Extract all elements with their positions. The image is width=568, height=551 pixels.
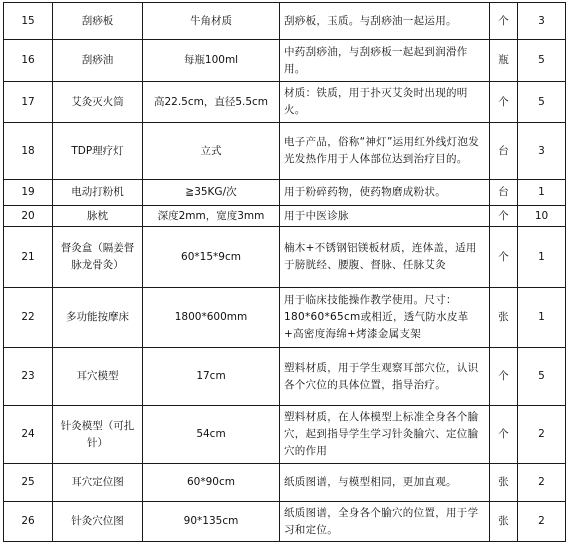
item-unit: 个 <box>490 3 518 40</box>
item-number: 18 <box>4 123 53 180</box>
item-unit: 台 <box>490 123 518 180</box>
table-row <box>4 502 566 542</box>
item-quantity: 2 <box>518 502 566 542</box>
item-spec: 60*90cm <box>143 464 280 502</box>
item-name: 电动打粉机 <box>53 180 143 206</box>
item-number: 25 <box>4 464 53 502</box>
item-spec: 立式 <box>143 123 280 180</box>
item-quantity: 1 <box>518 288 566 348</box>
item-name: 刮痧油 <box>53 40 143 82</box>
item-spec: 高22.5cm，直径5.5cm <box>143 82 280 123</box>
item-spec: 54cm <box>143 406 280 464</box>
item-unit: 张 <box>490 288 518 348</box>
table-row <box>4 206 566 227</box>
item-quantity: 2 <box>518 406 566 464</box>
item-description: 塑料材质，在人体模型上标准全身各个腧穴，起到指导学生学习针灸腧穴、定位腧穴的作用 <box>280 406 490 464</box>
item-number: 19 <box>4 180 53 206</box>
table-row <box>4 180 566 206</box>
item-unit: 台 <box>490 180 518 206</box>
item-name: 督灸盒（隔姜督脉龙骨灸） <box>53 227 143 288</box>
item-quantity: 2 <box>518 464 566 502</box>
table-row <box>4 40 566 82</box>
item-number: 15 <box>4 3 53 40</box>
item-quantity: 1 <box>518 227 566 288</box>
item-number: 22 <box>4 288 53 348</box>
table-row <box>4 464 566 502</box>
item-spec: 17cm <box>143 348 280 406</box>
item-number: 16 <box>4 40 53 82</box>
item-name: 艾灸灭火筒 <box>53 82 143 123</box>
table-row <box>4 123 566 180</box>
item-name: TDP理疗灯 <box>53 123 143 180</box>
item-description: 电子产品，俗称“神灯”运用红外线灯泡发光发热作用于人体部位达到治疗目的。 <box>280 123 490 180</box>
item-spec: 1800*600mm <box>143 288 280 348</box>
item-quantity: 3 <box>518 123 566 180</box>
item-number: 26 <box>4 502 53 542</box>
item-description: 塑料材质，用于学生观察耳部穴位，认识各个穴位的具体位置，指导治疗。 <box>280 348 490 406</box>
item-spec: 60*15*9cm <box>143 227 280 288</box>
item-unit: 个 <box>490 206 518 227</box>
item-unit: 个 <box>490 227 518 288</box>
item-description: 用于粉碎药物，使药物磨成粉状。 <box>280 180 490 206</box>
item-description: 纸质图谱，与模型相同，更加直观。 <box>280 464 490 502</box>
item-unit: 张 <box>490 502 518 542</box>
item-quantity: 5 <box>518 348 566 406</box>
table-row <box>4 227 566 288</box>
item-number: 21 <box>4 227 53 288</box>
item-description: 用于中医诊脉 <box>280 206 490 227</box>
item-name: 刮痧板 <box>53 3 143 40</box>
table-row <box>4 288 566 348</box>
item-unit: 个 <box>490 348 518 406</box>
item-quantity: 1 <box>518 180 566 206</box>
item-description: 楠木+不锈钢铝镁板材质，连体盖，适用于膀胱经、腰腹、督脉、任脉艾灸 <box>280 227 490 288</box>
item-name: 多功能按摩床 <box>53 288 143 348</box>
item-name: 耳穴定位图 <box>53 464 143 502</box>
equipment-table <box>3 2 566 542</box>
item-spec: 90*135cm <box>143 502 280 542</box>
item-unit: 个 <box>490 82 518 123</box>
item-spec: 每瓶100ml <box>143 40 280 82</box>
item-description: 纸质图谱，全身各个腧穴的位置，用于学习和定位。 <box>280 502 490 542</box>
item-quantity: 5 <box>518 82 566 123</box>
item-quantity: 5 <box>518 40 566 82</box>
item-spec: 深度2mm，宽度3mm <box>143 206 280 227</box>
item-name: 针灸穴位图 <box>53 502 143 542</box>
item-description: 中药刮痧油，与刮痧板一起起到润滑作用。 <box>280 40 490 82</box>
item-name: 针灸模型（可扎针） <box>53 406 143 464</box>
item-name: 脉枕 <box>53 206 143 227</box>
item-number: 20 <box>4 206 53 227</box>
item-quantity: 10 <box>518 206 566 227</box>
item-description: 用于临床技能操作教学使用。尺寸：180*60*65cm或相近，透气防水皮革+高密度海绵+烤漆金属支架 <box>280 288 490 348</box>
item-spec: ≧35KG/次 <box>143 180 280 206</box>
table-row <box>4 348 566 406</box>
table-row <box>4 3 566 40</box>
item-name: 耳穴模型 <box>53 348 143 406</box>
item-number: 17 <box>4 82 53 123</box>
item-quantity: 3 <box>518 3 566 40</box>
item-description: 材质：铁质，用于扑灭艾灸时出现的明火。 <box>280 82 490 123</box>
item-spec: 牛角材质 <box>143 3 280 40</box>
item-unit: 张 <box>490 464 518 502</box>
table-row <box>4 82 566 123</box>
item-description: 刮痧板，玉质。与刮痧油一起运用。 <box>280 3 490 40</box>
table-row <box>4 406 566 464</box>
item-number: 24 <box>4 406 53 464</box>
item-unit: 个 <box>490 406 518 464</box>
item-unit: 瓶 <box>490 40 518 82</box>
item-number: 23 <box>4 348 53 406</box>
